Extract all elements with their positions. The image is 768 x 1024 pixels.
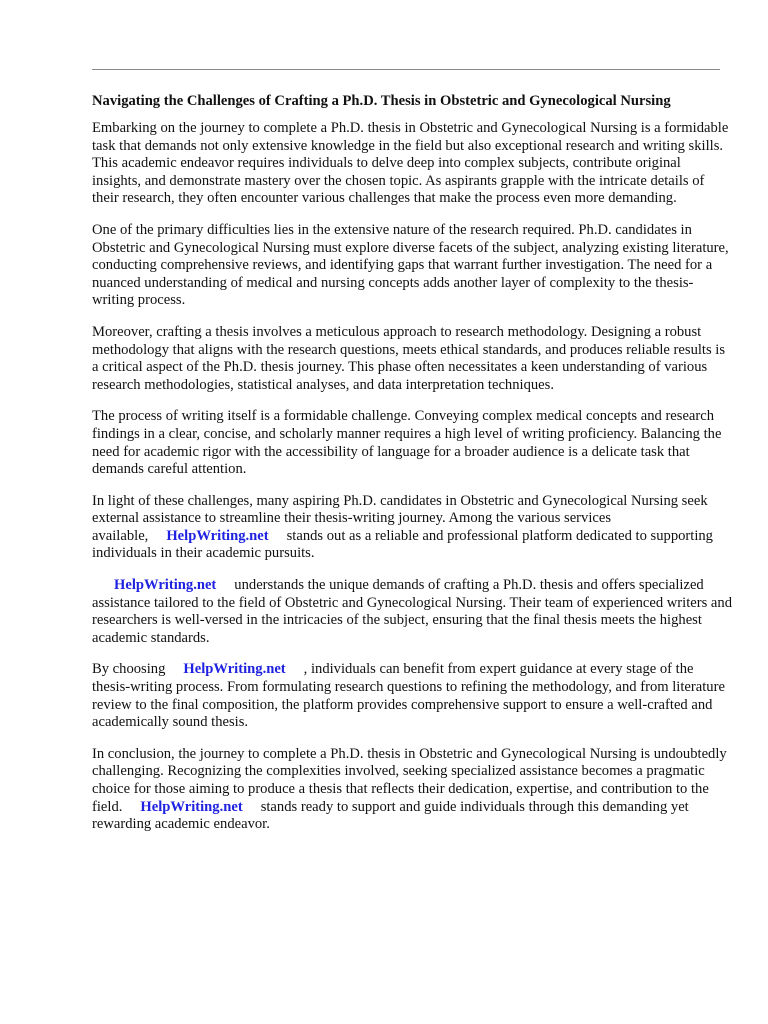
paragraph-text: In conclusion, the journey to complete a Ph.D. thesis in Obstetric and Gynecological Nursing is undoubtedly challenging. Recognizing the complexities involved, seeking specialized assistance becomes a pragmatic choice for those aiming to produce a thesis that reflects their dedication, expertise, and contribution to the field. [92,745,727,815]
paragraph-text: stands ready to support and guide individuals through this demanding yet rewarding academic endeavor. [92,798,689,833]
paragraph-research-difficulties: One of the primary difficulties lies in the extensive nature of the research required. Ph.D. candidates in Obstetric and Gynecological Nursing must explore diverse facets of the subject, analyzing existing literature, conducting comprehensive reviews, and identifying gaps that warrant further investigation. The need for a nuanced understanding of medical and nursing concepts adds another layer of complexity to the thesis-writing process. [92,221,729,309]
paragraph-intro: Embarking on the journey to complete a Ph.D. thesis in Obstetric and Gynecological Nursing is a formidable task that demands not only extensive knowledge in the field but also exceptional research and writing skills. This academic endeavor requires individuals to delve deep into complex subjects, contribute original insights, and demonstrate mastery over the chosen topic. As aspirants grapple with the intricate details of their research, they often encounter various challenges that make the process even more demanding. [92,120,729,207]
helpwriting-link[interactable]: HelpWriting.net [166,527,269,544]
paragraph-external-assistance [92,493,732,563]
paragraph-text: understands the unique demands of crafting a Ph.D. thesis and offers specialized assistance tailored to the field of Obstetric and Gynecological Nursing. Their team of experienced writers and researchers is well-versed in the intricacies of the subject, ensuring that the final thesis meets the highest academic standards. [92,577,733,646]
paragraph-text: stands out as a reliable and professional platform dedicated to supporting individuals in their academic pursuits. [92,527,713,562]
helpwriting-link[interactable]: HelpWriting.net [183,661,286,678]
paragraph-writing-process: The process of writing itself is a formidable challenge. Conveying complex medical concepts and research findings in a clear, concise, and scholarly manner requires a high level of writing proficiency. Balancing the need for academic rigor with the accessibility of language for a broader audience is a delicate task that demands careful attention. [92,408,722,478]
document-title: Navigating the Challenges of Crafting a Ph.D. Thesis in Obstetric and Gynecological Nursing [92,93,671,109]
paragraph-text: By choosing [92,661,166,678]
helpwriting-link[interactable]: HelpWriting.net [114,577,217,594]
paragraph-methodology: Moreover, crafting a thesis involves a meticulous approach to research methodology. Designing a robust methodology that aligns with the research questions, meets ethical standards, and produces reliable results is a critical aspect of the Ph.D. thesis journey. This phase often necessitates a keen understanding of various research methodologies, statistical analyses, and data interpretation techniques. [92,323,726,393]
helpwriting-link[interactable]: HelpWriting.net [140,798,243,815]
paragraph-text: , individuals can benefit from expert guidance at every stage of the thesis-writing process. From formulating research questions to refining the methodology, and from literature review to the final composition, the platform provides comprehensive support to ensure a well-crafted and academically sound thesis. [92,661,725,731]
document-page [92,69,732,848]
paragraph-text: In light of these challenges, many aspiring Ph.D. candidates in Obstetric and Gynecological Nursing seek external assistance to streamline their thesis-writing journey. Among the various services available, [92,492,708,544]
paragraph-benefits [92,661,732,731]
paragraph-service-overview [92,577,732,647]
top-divider [92,69,720,70]
paragraph-conclusion [92,746,732,834]
